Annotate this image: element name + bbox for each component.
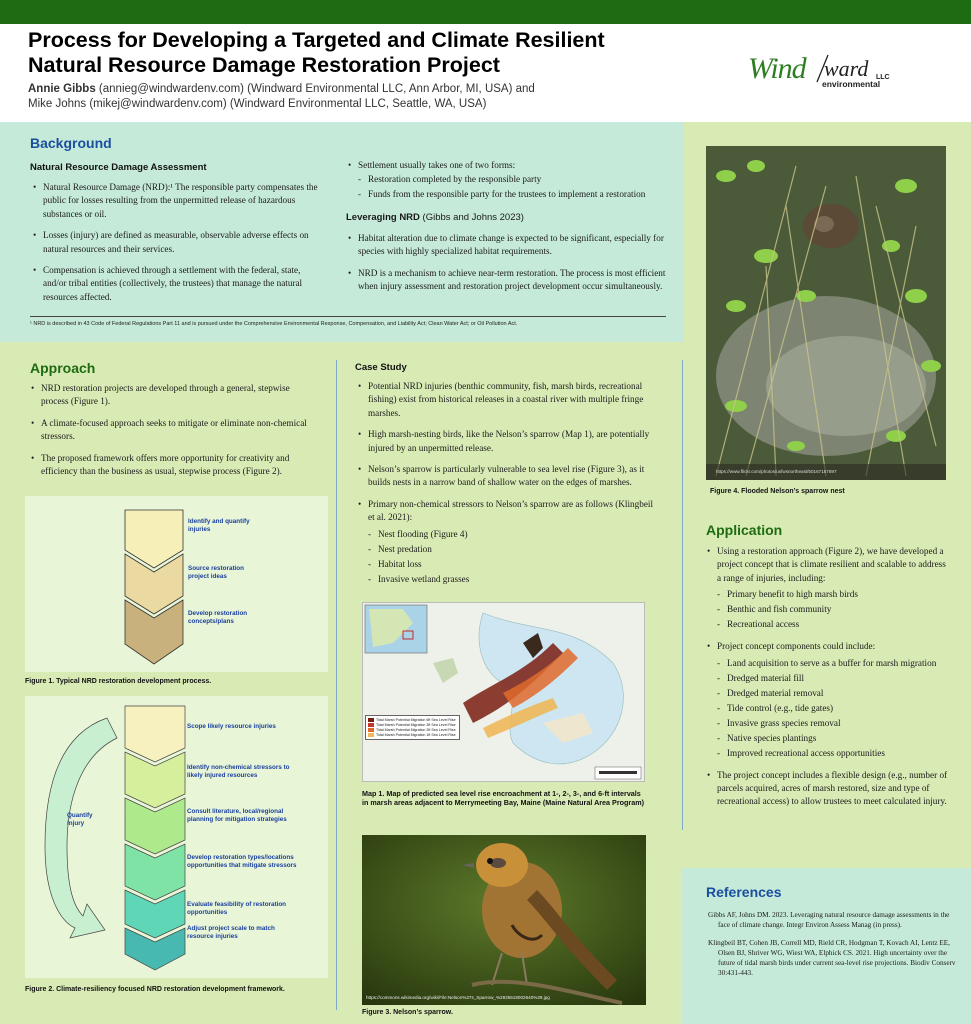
list-item [704,640,949,760]
map-1-caption: Map 1. Map of predicted sea level rise encroachment at 1-, 2-, 3-, and 6-ft intervals in marsh areas adjacent to Merrymeeting Bay, Maine (Maine Natural Area Program) [362,789,644,807]
list-item: • NRD restoration projects are developed through a general, stepwise process (Figure 1). [28,382,318,409]
title-line-1: Process for Developing a Targeted and Climate Resilient [28,28,605,52]
map-1 [362,602,645,782]
list-item: • Losses (injury) are defined as measurable, observable adverse effects on natural resources and their services. [30,229,325,256]
approach-bullets [28,382,318,486]
figure-4-url: https://www.flickr.com/photos/usfwsnortheast/50167157897 [716,469,837,474]
leveraging-heading-bold: Leveraging NRD [346,212,420,223]
legend-swatch-3ft [368,723,374,727]
map-legend [365,715,460,740]
figure-2-caption: Figure 2. Climate-resiliency focused NRD restoration development framework. [25,986,285,993]
column-divider-right [682,360,683,830]
list-item: • The project concept includes a flexible design (e.g., number of parcels acquired, acres of marsh restored, size and type of recreational access) to allow trustees to meet calculated injury. [704,769,949,809]
nrda-heading: Natural Resource Damage Assessment [30,162,207,173]
figure-4-caption: Figure 4. Flooded Nelson’s sparrow nest [710,488,845,495]
list-item [355,498,655,587]
list-item: - Invasive wetland grasses [368,572,655,587]
approach-heading: Approach [30,360,96,376]
fig2-step-1: Scope likely resource injuries [187,723,276,730]
list-item [704,545,949,632]
list-item: - Habitat loss [368,557,655,572]
fig2-step-6: Adjust project scale to match resource injuries [187,925,275,940]
figure-1 [25,496,328,672]
fig1-step-3: Develop restoration concepts/plans [188,610,248,625]
fig1-step-1: Identify and quantify injuries [188,518,250,533]
authors [28,82,588,112]
list-item: - Nest flooding (Figure 4) [368,527,655,542]
quantify-injury-label: Quantify injury [67,812,93,827]
list-item: - Tide control (e.g., tide gates) [717,701,949,716]
footnote: ¹ NRD is described in 43 Code of Federal Regulations Part 11 and is pursued under the Comprehensive Environmental Response, Compensation, and Liability Act; Clean Water Act; or Oil Pollution Act. [30,321,518,327]
list-item: - Restoration completed by the responsible party [358,172,665,187]
fig2-step-2: Identify non-chemical stressors to likely injured resources [187,764,290,779]
fig2-step-4: Develop restoration types/locations opportunities that mitigate stressors [187,854,297,869]
list-item: - Improved recreational access opportunities [717,746,949,761]
list-item: - Recreational access [717,617,949,632]
case-study-heading: Case Study [355,362,407,373]
case-study-bullets [355,380,655,587]
footnote-rule [30,316,666,317]
list-item: • Potential NRD injuries (benthic community, fish, marsh birds, recreational fishing) exist from historical releases in a coastal river with multiple fringe marshes. [355,380,655,420]
fig1-step-2: Source restoration project ideas [188,565,244,580]
list-item: • NRD is a mechanism to achieve near-term restoration. The process is most efficient when injury assessment and restoration project development occur simultaneously. [345,267,670,294]
map-graphic [363,603,645,782]
top-bar [0,0,971,24]
fig2-step-3: Consult literature, local/regional planning for mitigation strategies [187,808,287,823]
legend-swatch-6ft [368,718,374,722]
logo-wind: Wind [748,52,806,85]
legend-2ft: Tidal Marsh Potential Migration 2ft Sea Level Rise [376,728,456,732]
leveraging-heading [346,212,524,223]
list-item: • High marsh-nesting birds, like the Nelson’s sparrow (Map 1), are potentially injured by an unpermitted release. [355,428,655,455]
windward-logo [748,52,898,94]
title-line-2: Natural Resource Damage Restoration Project [28,53,500,77]
author-1-name: Annie Gibbs [28,83,96,95]
list-item: • The proposed framework offers more opportunity for creativity and efficiency than the business as usual, stepwise process (Figure 2). [28,452,318,479]
application-bullets [704,545,949,817]
leveraging-bullets [345,232,670,302]
figure-1-caption: Figure 1. Typical NRD restoration development process. [25,678,212,685]
nest-image [706,146,946,480]
list-item: • A climate-focused approach seeks to mitigate or eliminate non-chemical stressors. [28,417,318,444]
list-item: • Natural Resource Damage (NRD):¹ The responsible party compensates the public for losses resulting from the unpermitted release of hazardous substances or oil. [30,181,325,221]
figure-3-caption: Figure 3. Nelson’s sparrow. [362,1009,453,1016]
list-item: - Dredged material removal [717,686,949,701]
stressors-intro: Primary non-chemical stressors to Nelson’s sparrow are as follows (Klingbeil et al. 2021): [368,498,654,523]
nrda-bullets [30,181,325,312]
logo-llc: LLC [876,74,890,81]
list-item: - Benthic and fish community [717,602,949,617]
legend-swatch-2ft [368,728,374,732]
references-heading: References [706,884,782,900]
list-item: • Compensation is achieved through a settlement with the federal, state, and/or tribal entities (collectively, the trustees) that manage the natural resources affected. [30,264,325,304]
author-1-details: (annieg@windwardenv.com) (Windward Environmental LLC, Ann Arbor, MI, USA) and [95,83,535,95]
list-item: - Nest predation [368,542,655,557]
author-2: Mike Johns (mikej@windwardenv.com) (Windward Environmental LLC, Seattle, WA, USA) [28,98,487,110]
figure-2 [25,696,328,978]
sparrow-image [362,835,646,1005]
list-item: - Primary benefit to high marsh birds [717,587,949,602]
figure-3-photo [362,835,646,1005]
list-item: - Land acquisition to serve as a buffer for marsh migration [717,656,949,671]
reference-item: Klingbeil BT, Cohen JB, Correll MD, Rield CR, Hodgman T, Kovach AI, Lentz EE, Olsen BJ, Shriver WG, Wiest WA, Elphick CS. 2021. High uncertainty over the future of tidal marsh birds under current sea-level rise projections. Biodiv Conserv 30:431-443. [708,939,956,977]
application-bullet-2: Project concept components could include: [717,641,876,652]
settlement-list [345,159,665,202]
background-heading: Background [30,135,112,151]
quantify-arc-icon [45,718,117,938]
references-list [708,910,958,986]
figure-1-chevrons [25,496,328,672]
list-item: • Habitat alteration due to climate change is expected to be significant, especially for species with highly specialized habitat requirements. [345,232,670,259]
poster-title [28,28,708,78]
list-item: - Invasive grass species removal [717,716,949,731]
list-item: - Native species plantings [717,731,949,746]
list-item [345,159,665,202]
figure-3-url: https://commons.wikimedia.org/wiki/File:Nelson%27s_Sparrow_%2835518002640%29.jpg [366,995,550,1000]
application-bullet-1: Using a restoration approach (Figure 2), we have developed a project concept that is climate resilient and scalable to address a range of injuries, including: [717,546,946,583]
settlement-bullet: Settlement usually takes one of two forms: [358,160,516,170]
logo-environmental: environmental [822,79,881,89]
reference-item: Gibbs AF, Johns DM. 2023. Leveraging natural resource damage assessments in the face of climate change. Integr Environ Assess Manag (in press). [708,911,950,929]
application-heading: Application [706,522,783,538]
leveraging-heading-cite: (Gibbs and Johns 2023) [419,212,524,223]
logo-ward: ward [824,56,869,81]
fig2-step-5: Evaluate feasibility of restoration opportunities [187,901,287,916]
list-item: • Nelson’s sparrow is particularly vulnerable to sea level rise (Figure 3), as it builds nests in a narrow band of shallow water on the edges of marshes. [355,463,655,490]
chevron-1 [125,706,185,762]
legend-1ft: Tidal Marsh Potential Migration 1ft Sea Level Rise [376,733,456,737]
list-item: - Dredged material fill [717,671,949,686]
legend-swatch-1ft [368,733,374,737]
legend-6ft: Tidal Marsh Potential Migration 6ft Sea Level Rise [376,718,456,722]
figure-4-photo [706,146,946,480]
column-divider-left [336,360,337,1010]
list-item: - Funds from the responsible party for the trustees to implement a restoration [358,187,665,202]
legend-3ft: Tidal Marsh Potential Migration 3ft Sea Level Rise [376,723,456,727]
